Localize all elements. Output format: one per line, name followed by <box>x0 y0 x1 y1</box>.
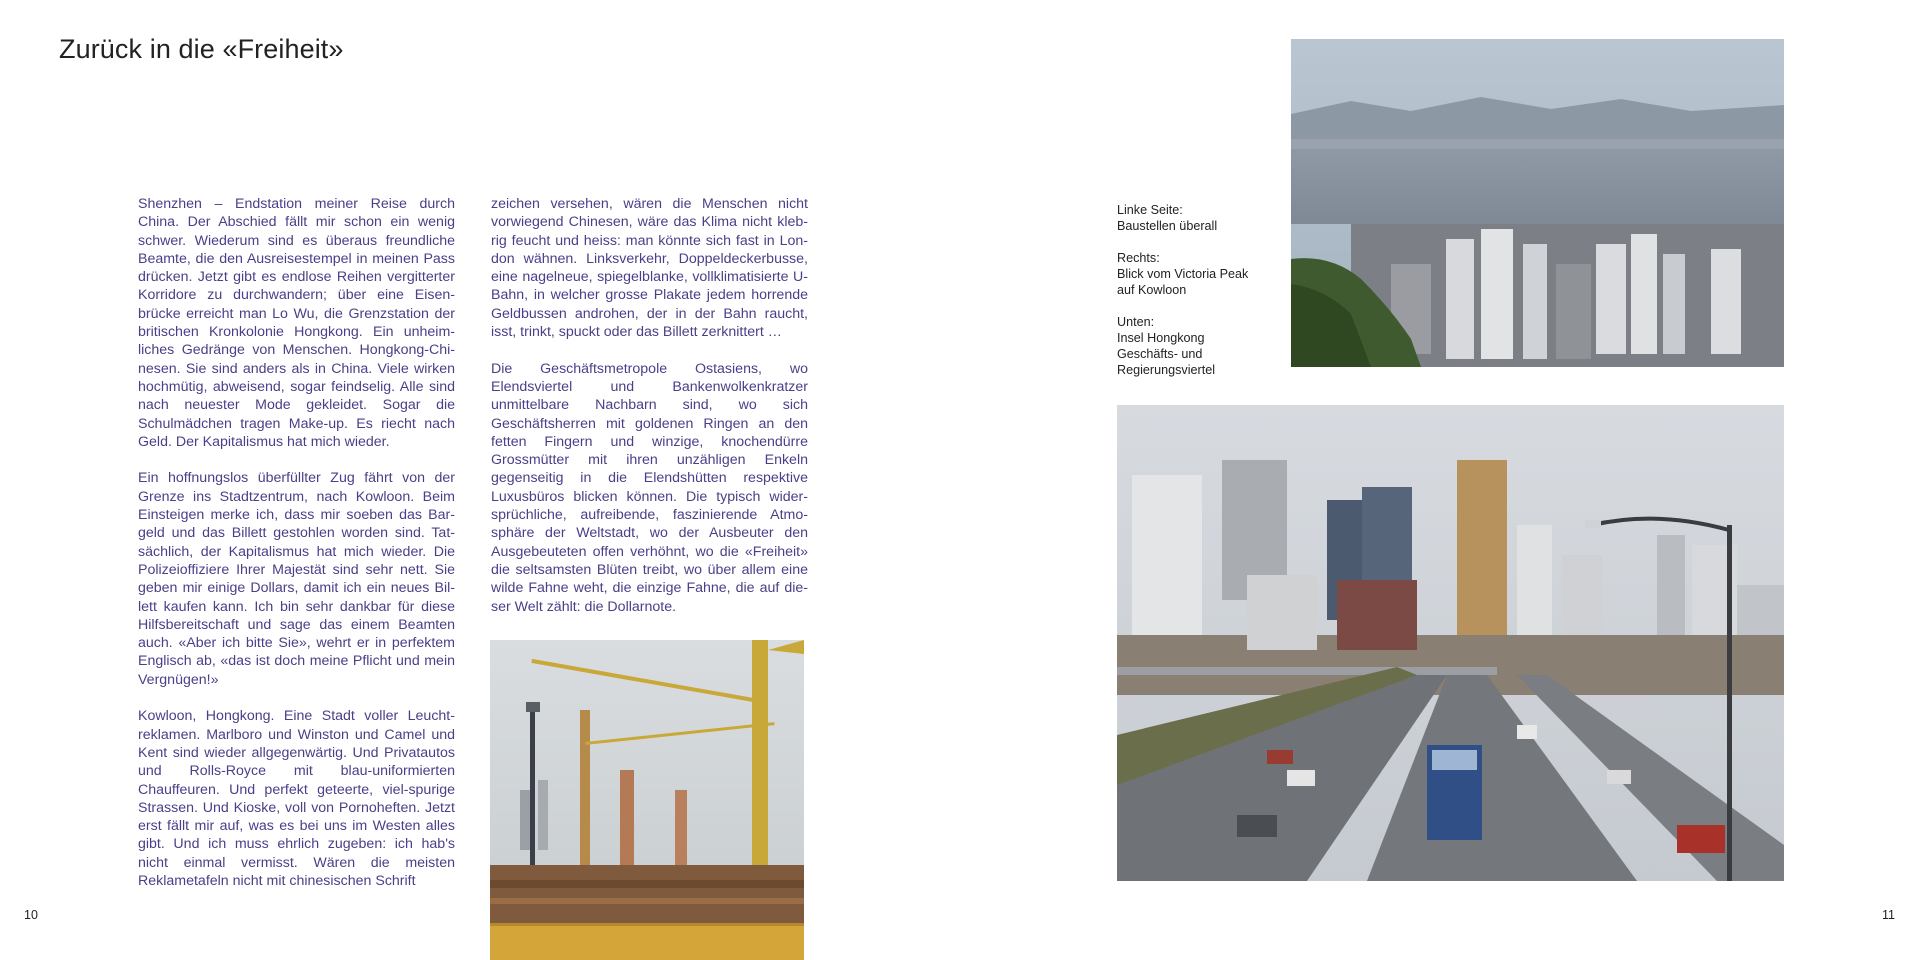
page-title: Zurück in die «Freiheit» <box>59 34 344 64</box>
caption-text: Insel Hongkong <box>1117 331 1205 345</box>
paragraph: Shenzhen – Endstation meiner Reise durch China. Der Abschied fällt mir schon ein wenig schwer. Wiederum sind es überaus freundliche Beamte, die den Ausreisestempel in meinen Pass drücken. Jetzt gibt es endlose Reihen vergitterter Korridore zu durchwandern; über eine Eisenbrücke erreicht man Lo Wu, die Grenzstation der britischen Kronkolonie Hongkong. Ein unheimliches Gedränge von Menschen. Hongkong-Chinesen. Sie sind anders als in China. Viele wirken hochmütig, abweisend, sogar feindselig. Alle sind nach neuester Mode gekleidet. Sogar die Schulmädchen tragen Make-up. Es riecht nach Geld. Der Kapitalismus hat mich wieder. <box>138 196 455 450</box>
text-column-right <box>491 195 808 616</box>
page-number-right: 11 <box>1882 908 1895 922</box>
photo-captions <box>1117 202 1277 394</box>
paragraph: zeichen versehen, wären die Menschen nicht vorwiegend Chinesen, wäre das Klima nicht klebrig feucht und heiss: man könnte sich fast in London wähnen. Linksverkehr, Doppeldeckerbusse, eine nagelneue, spiegelblanke, vollklimatisierte U-Bahn, in welcher grosse Plakate jedem horrende Geldbussen androhen, der in der Bahn raucht, isst, trinkt, spuckt oder das Billett zerknittert … <box>491 196 808 341</box>
caption-text: Blick vom Victoria Peak <box>1117 267 1249 281</box>
caption-below <box>1117 314 1277 378</box>
caption-left-page <box>1117 202 1277 234</box>
caption-heading: Unten: <box>1117 315 1155 329</box>
text-column-left <box>138 195 455 890</box>
caption-right <box>1117 250 1277 298</box>
paragraph: Kowloon, Hongkong. Eine Stadt voller Leuchtreklamen. Marlboro und Winston und Camel und Kent sind wieder allgegenwärtig. Und Privatautos und Rolls-Royce mit blau-uniformierten Chauffeuren. Und perfekt geteerte, viel-spurige Strassen. Und Kioske, voll von Pornoheften. Jetzt erst fällt mir auf, was es bei uns im Westen alles gibt. Und ich muss ehrlich zugeben: ich hab's nicht einmal vermisst. Wären die meisten Reklametafeln nicht mit chinesischen Schrift <box>138 708 455 889</box>
caption-text: Baustellen überall <box>1117 219 1218 233</box>
victoria-peak-photo <box>1291 39 1784 367</box>
paragraph: Ein hoffnungslos überfüllter Zug fährt von der Grenze ins Stadtzentrum, nach Kowloon. Beim Einsteigen merke ich, dass mir soeben das Bargeld und das Billett gestohlen worden sind. Tatsächlich, der Kapitalismus hat mich wieder. Die Polizeioffiziere Ihrer Majestät sind sehr nett. Sie geben mir einige Dollars, damit ich ein neues Billett kaufen kann. Ich bin sehr dankbar für diese Hilfsbereitschaft und sage das einem Beamten auch. «Aber ich bitte Sie», wehrt er in perfektem Englisch ab, «das ist doch meine Pflicht und mein Vergnügen!» <box>138 470 455 688</box>
caption-text: Geschäfts- und <box>1117 347 1203 361</box>
caption-text: Regierungsviertel <box>1117 363 1216 377</box>
caption-heading: Rechts: <box>1117 251 1160 265</box>
caption-heading: Linke Seite: <box>1117 203 1183 217</box>
caption-text: auf Kowloon <box>1117 283 1187 297</box>
construction-site-photo <box>490 640 804 960</box>
hongkong-island-photo <box>1117 405 1784 881</box>
paragraph: Die Geschäftsmetropole Ostasiens, wo Elendsviertel und Bankenwolkenkratzer unmittelbare Nachbarn sind, wo sich Geschäftsherren mit goldenen Ringen an den fetten Fingern und winzige, knochendürre Grossmütter mit ihren unzähligen Enkeln gegenseitig in die Elendshütten respektive Luxusbüros blicken können. Die typisch widersprüchliche, aufreibende, faszinierende Atmosphäre der Weltstadt, wo der Ausbeuter den Ausgebeuteten offen verhöhnt, wo die «Freiheit» die seltsamsten Blüten treibt, wo über allem eine wilde Fahne weht, die einzige Fahne, die auf dieser Welt zählt: die Dollarnote. <box>491 360 808 615</box>
page-number-left: 10 <box>24 908 38 922</box>
